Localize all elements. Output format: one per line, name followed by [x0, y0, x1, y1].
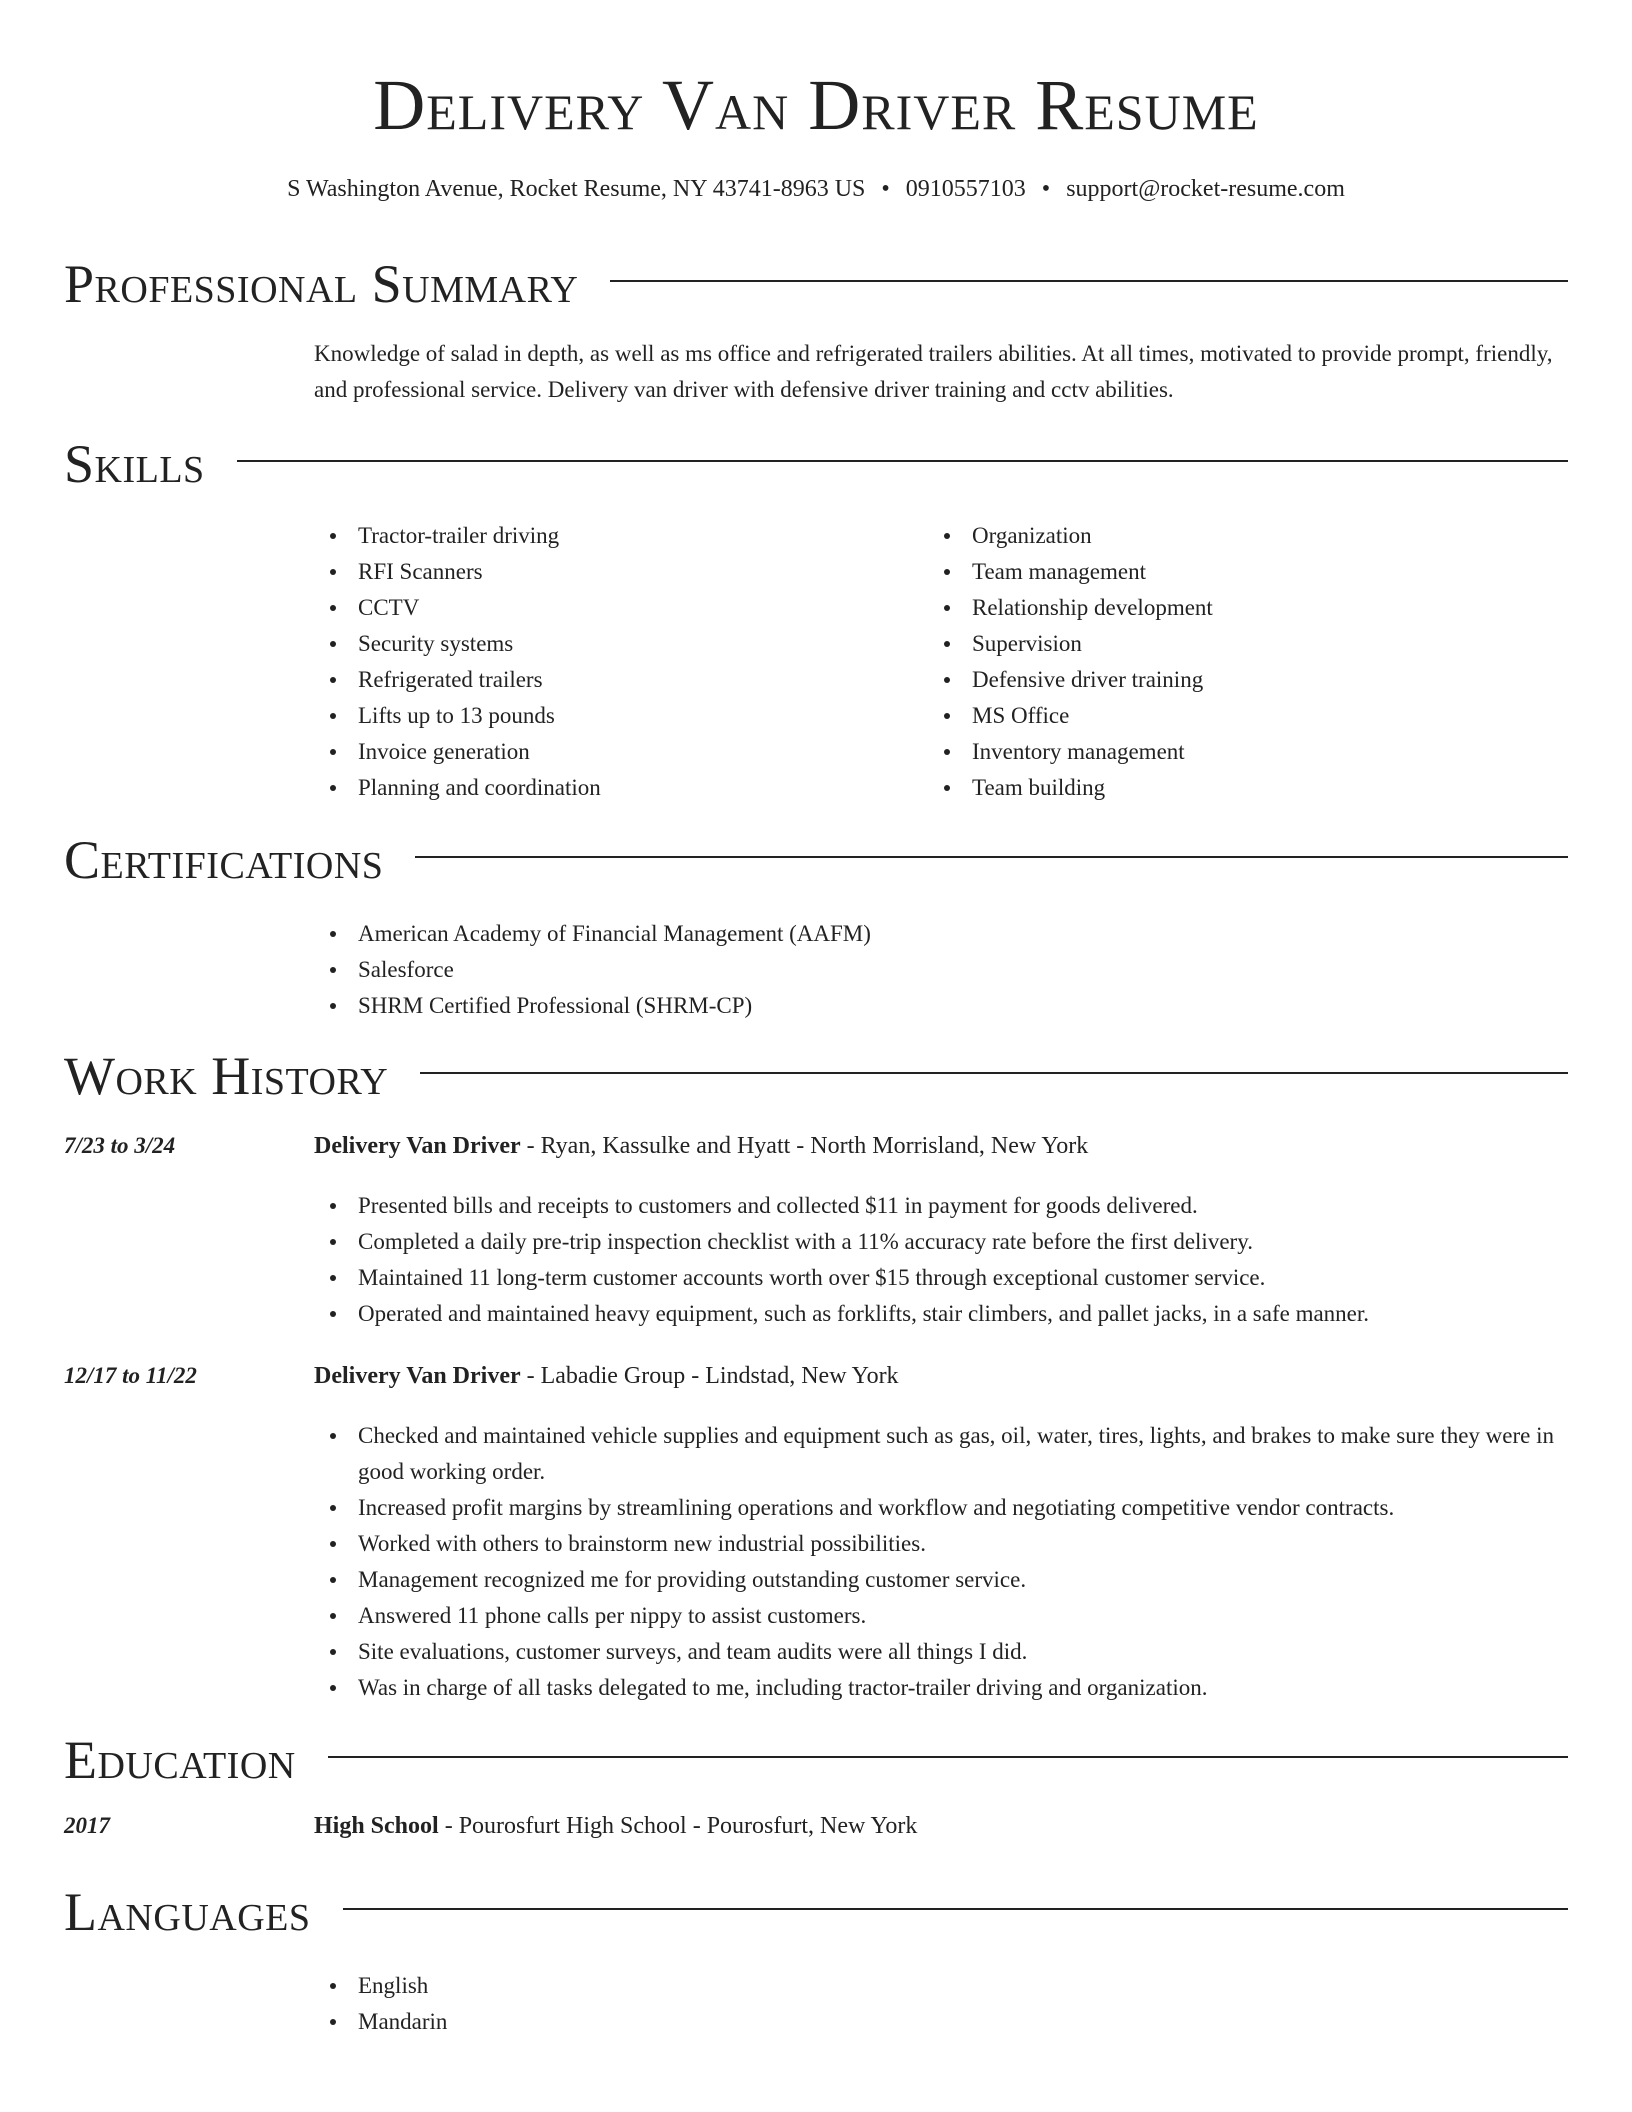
job-header	[314, 1358, 1568, 1394]
section-divider	[610, 280, 1568, 282]
job-bullets	[314, 1188, 1568, 1332]
job-bullets	[314, 1418, 1568, 1706]
skill-item: Supervision	[928, 626, 1488, 662]
job-title: Delivery Van Driver	[314, 1363, 521, 1389]
job-details: - Ryan, Kassulke and Hyatt - North Morrisland, New York	[520, 1133, 1089, 1159]
section-heading-summary	[64, 252, 1568, 316]
skill-item: CCTV	[314, 590, 874, 626]
section-heading-education	[64, 1728, 1568, 1792]
contact-phone: 0910557103	[905, 176, 1026, 202]
skills-heading: Skills	[64, 434, 205, 494]
section-divider	[328, 1756, 1568, 1758]
skill-item: Team management	[928, 554, 1488, 590]
certifications-heading: Certifications	[64, 830, 384, 890]
job-bullet: Answered 11 phone calls per nippy to assist customers.	[314, 1598, 1568, 1634]
section-heading-languages	[64, 1880, 1568, 1944]
section-heading-work-history	[64, 1044, 1568, 1108]
job-title: Delivery Van Driver	[314, 1133, 521, 1159]
skill-item: MS Office	[928, 698, 1488, 734]
certification-item: American Academy of Financial Management (AAFM)	[314, 916, 1568, 952]
skill-item: Inventory management	[928, 734, 1488, 770]
job-bullet: Completed a daily pre-trip inspection checklist with a 11% accuracy rate before the first delivery.	[314, 1224, 1568, 1260]
skill-item: Tractor-trailer driving	[314, 518, 874, 554]
section-heading-certifications	[64, 828, 1568, 892]
education-year: 2017	[64, 1813, 110, 1838]
certifications-list	[314, 916, 1568, 1024]
job-bullet: Management recognized me for providing outstanding customer service.	[314, 1562, 1568, 1598]
section-divider	[343, 1908, 1569, 1910]
education-heading: Education	[64, 1730, 296, 1790]
skills-list-left	[314, 518, 874, 806]
certification-item: SHRM Certified Professional (SHRM-CP)	[314, 988, 1568, 1024]
skill-item: RFI Scanners	[314, 554, 874, 590]
skill-item: Invoice generation	[314, 734, 874, 770]
job-bullet: Was in charge of all tasks delegated to me, including tractor-trailer driving and organization.	[314, 1670, 1568, 1706]
skill-item: Refrigerated trailers	[314, 662, 874, 698]
job-details: - Labadie Group - Lindstad, New York	[520, 1363, 899, 1389]
job-bullet: Checked and maintained vehicle supplies and equipment such as gas, oil, water, tires, lights, and brakes to make sure they were in good working order.	[314, 1418, 1568, 1490]
section-heading-skills	[64, 432, 1568, 496]
skill-item: Team building	[928, 770, 1488, 806]
skill-item: Planning and coordination	[314, 770, 874, 806]
job-dates: 7/23 to 3/24	[64, 1133, 176, 1158]
skill-item: Lifts up to 13 pounds	[314, 698, 874, 734]
language-item: Mandarin	[314, 2004, 1568, 2040]
certification-item: Salesforce	[314, 952, 1568, 988]
skill-item: Relationship development	[928, 590, 1488, 626]
education-details: - Pourosfurt High School - Pourosfurt, New York	[438, 1813, 918, 1839]
work-history-heading: Work History	[64, 1046, 389, 1106]
section-divider	[420, 1072, 1568, 1074]
skills-list-right	[928, 518, 1488, 806]
contact-address: S Washington Avenue, Rocket Resume, NY 43741-8963 US	[287, 176, 866, 202]
summary-text: Knowledge of salad in depth, as well as ms office and refrigerated trailers abilities. At all times, motivated to provide prompt, friendly, and professional service. Delivery van driver with defensive driver training and cctv abilities.	[314, 341, 1553, 402]
skill-item: Security systems	[314, 626, 874, 662]
languages-heading: Languages	[64, 1882, 311, 1942]
summary-heading: Professional Summary	[64, 254, 579, 314]
contact-email: support@rocket-resume.com	[1066, 176, 1345, 202]
languages-list	[314, 1968, 1568, 2040]
contact-separator: •	[1041, 176, 1051, 202]
section-divider	[415, 856, 1568, 858]
education-entry	[314, 1808, 1568, 1844]
job-dates: 12/17 to 11/22	[64, 1363, 197, 1388]
skill-item: Organization	[928, 518, 1488, 554]
contact-line	[64, 172, 1568, 206]
contact-separator: •	[881, 176, 890, 202]
section-divider	[237, 460, 1568, 462]
job-header	[314, 1128, 1568, 1164]
job-bullet: Increased profit margins by streamlining operations and workflow and negotiating competitive vendor contracts.	[314, 1490, 1568, 1526]
job-bullet: Presented bills and receipts to customers and collected $11 in payment for goods delivered.	[314, 1188, 1568, 1224]
language-item: English	[314, 1968, 1568, 2004]
resume-title: Delivery Van Driver Resume	[373, 65, 1259, 145]
job-bullet: Worked with others to brainstorm new industrial possibilities.	[314, 1526, 1568, 1562]
skill-item: Defensive driver training	[928, 662, 1488, 698]
job-bullet: Operated and maintained heavy equipment, such as forklifts, stair climbers, and pallet jacks, in a safe manner.	[314, 1296, 1568, 1332]
job-bullet: Site evaluations, customer surveys, and team audits were all things I did.	[314, 1634, 1568, 1670]
education-degree: High School	[314, 1813, 439, 1839]
job-bullet: Maintained 11 long-term customer accounts worth over $15 through exceptional customer service.	[314, 1260, 1568, 1296]
